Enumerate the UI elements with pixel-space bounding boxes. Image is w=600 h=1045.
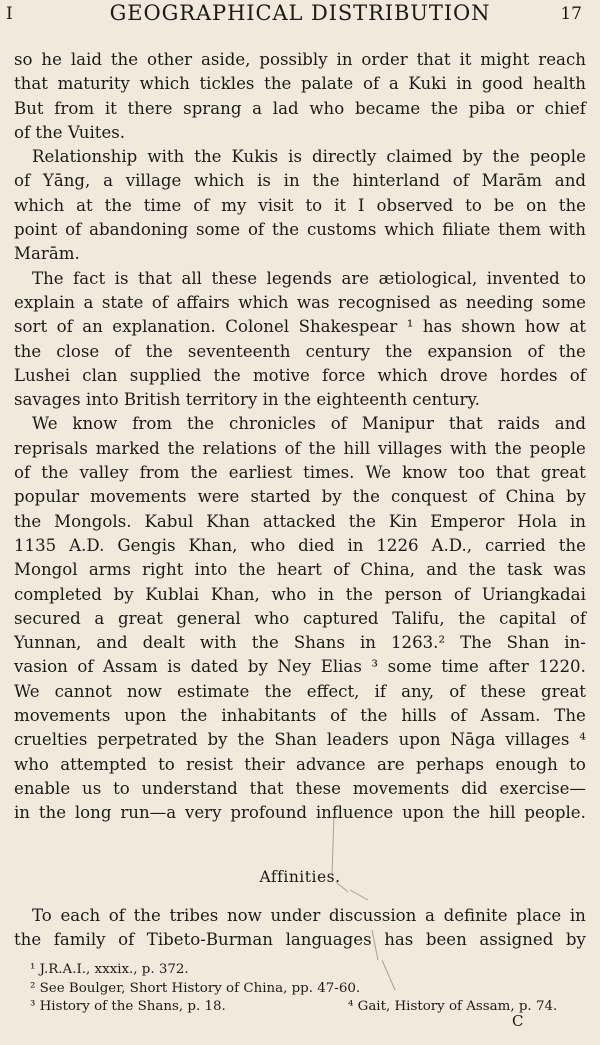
- footnote-4: ⁴ Gait, History of Assam, p. 74.: [348, 999, 558, 1014]
- signature-mark: C: [512, 1012, 524, 1030]
- after-line: the family of Tibeto-Burman languages has been assigned by: [14, 930, 586, 950]
- body-line: Relationship with the Kukis is directly claimed by the people: [32, 147, 586, 167]
- body-line: explain a state of affairs which was recognised as needing some: [14, 292, 586, 312]
- body-line: secured a great general who captured Talifu, the capital of: [14, 608, 586, 628]
- body-line: so he laid the other aside, possibly in order that it might reach: [14, 50, 586, 69]
- running-title: GEOGRAPHICAL DISTRIBUTION: [109, 1, 491, 25]
- body-line: that maturity which tickles the palate of a Kuki in good health: [14, 74, 586, 94]
- body-line: Marām.: [14, 244, 80, 264]
- body-line: of the Vuites.: [14, 122, 126, 142]
- body-line: vasion of Assam is dated by Ney Elias ³ some time after 1220.: [14, 657, 586, 677]
- body-line: 1135 A.D. Gengis Khan, who died in 1226 A.D., carried the: [14, 535, 586, 555]
- body-line: The fact is that all these legends are ætiological, invented to: [32, 268, 586, 288]
- body-line: in the long run—a very profound influence upon the hill people.: [14, 803, 586, 823]
- body-line: of Yāng, a village which is in the hinterland of Marām and: [14, 171, 586, 191]
- body-line: We know from the chronicles of Manipur that raids and: [32, 414, 586, 434]
- body-line: savages into British territory in the eighteenth century.: [14, 390, 480, 410]
- body-line: We cannot now estimate the effect, if any, of these great: [14, 681, 586, 701]
- body-line: Mongol arms right into the heart of China, and the task was: [14, 560, 586, 580]
- chapter-number: I: [6, 4, 13, 24]
- body-line: cruelties perpetrated by the Shan leaders upon Nāga villages ⁴: [14, 730, 586, 750]
- body-line: reprisals marked the relations of the hill villages with the people: [14, 438, 586, 458]
- page-number: 17: [560, 4, 582, 24]
- body-line: the Mongols. Kabul Khan attacked the Kin Emperor Hola in: [14, 511, 586, 531]
- body-line: the close of the seventeenth century the expansion of the: [14, 341, 586, 361]
- body-line: enable us to understand that these movements did exercise—: [14, 778, 586, 798]
- body-line: But from it there sprang a lad who became the piba or chief: [14, 98, 586, 118]
- footnote-2: ² See Boulger, Short History of China, pp. 47-60.: [30, 980, 361, 996]
- after-line: To each of the tribes now under discussion a definite place in: [32, 906, 586, 925]
- body-line: point of abandoning some of the customs which filiate them with: [14, 220, 586, 240]
- footnote-1: ¹ J.R.A.I., xxxix., p. 372.: [30, 962, 189, 977]
- footnote-3: ³ History of the Shans, p. 18.: [30, 999, 226, 1014]
- section-heading: Affinities.: [259, 868, 341, 886]
- body-line: which at the time of my visit to it I observed to be on the: [14, 195, 586, 215]
- body-line: Yunnan, and dealt with the Shans in 1263.² The Shan in-: [14, 633, 586, 653]
- body-line: of the valley from the earliest times. We know too that great: [14, 463, 586, 483]
- body-line: who attempted to resist their advance are perhaps enough to: [14, 754, 586, 774]
- body-line: Lushei clan supplied the motive force which drove hordes of: [14, 365, 586, 385]
- body-line: movements upon the inhabitants of the hills of Assam. The: [14, 706, 586, 726]
- body-line: completed by Kublai Khan, who in the person of Uriangkadai: [14, 584, 586, 604]
- body-line: popular movements were started by the conquest of China by: [14, 487, 586, 507]
- body-line: sort of an explanation. Colonel Shakespear ¹ has shown how at: [14, 317, 586, 337]
